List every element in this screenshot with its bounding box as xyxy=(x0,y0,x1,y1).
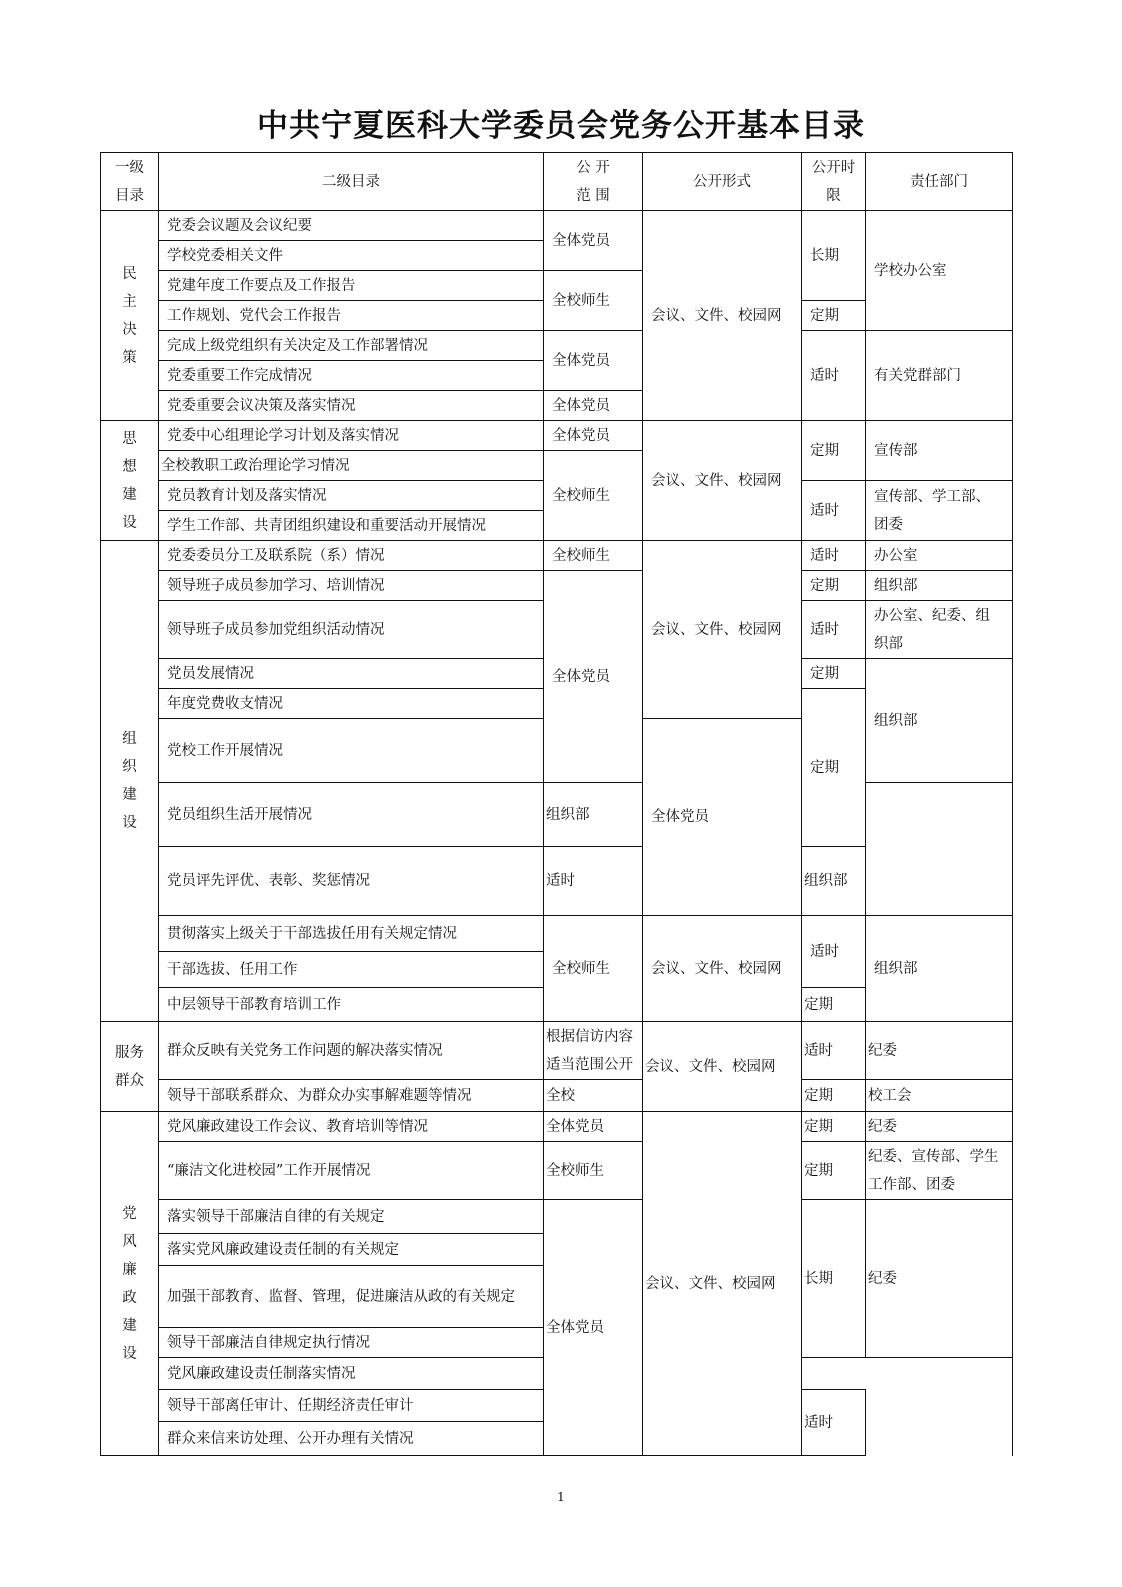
scope-cell: 全体党员 xyxy=(643,719,802,916)
header-dept: 责任部门 xyxy=(866,153,1013,211)
row-item: 群众来信来访处理、公开办理有关情况 xyxy=(159,1422,544,1456)
row-item: 中层领导干部教育培训工作 xyxy=(159,988,544,1022)
row-item: 落实领导干部廉洁自律的有关规定 xyxy=(159,1200,544,1234)
row-item: 加强干部教育、监督、管理，促进廉洁从政的有关规定 xyxy=(159,1266,544,1328)
time-cell: 适时 xyxy=(802,916,866,988)
row-item: 学生工作部、共青团组织建设和重要活动开展情况 xyxy=(159,511,544,541)
time-cell: 定期 xyxy=(802,1112,866,1142)
table-row xyxy=(101,1112,1013,1142)
time-cell: 长期 xyxy=(802,211,866,301)
scope-cell: 全体党员 xyxy=(544,421,643,451)
category-cell: 组 织 建 设 xyxy=(101,541,159,1022)
scope-cell: 全体党员 xyxy=(544,331,643,391)
time-cell: 适时 xyxy=(544,847,643,916)
row-item: 学校党委相关文件 xyxy=(159,241,544,271)
table-row xyxy=(101,421,1013,451)
form-cell: 会议、文件、校园网 xyxy=(643,211,802,421)
row-item: 党委中心组理论学习计划及落实情况 xyxy=(159,421,544,451)
time-cell: 定期 xyxy=(802,1142,866,1200)
table-row xyxy=(101,847,1013,916)
time-cell: 定期 xyxy=(802,1080,866,1112)
row-item: 全校教职工政治理论学习情况 xyxy=(159,451,544,481)
table-row xyxy=(101,1200,1013,1234)
dept-cell: 组织部 xyxy=(866,659,1013,783)
row-item: 干部选拔、任用工作 xyxy=(159,952,544,988)
scope-cell: 全体党员 xyxy=(544,1200,643,1456)
form-cell: 会议、文件、校园网 xyxy=(643,421,802,541)
row-item: 群众反映有关党务工作问题的解决落实情况 xyxy=(159,1022,544,1080)
row-item: 党委会议题及会议纪要 xyxy=(159,211,544,241)
dept-cell: 办公室、纪委、组织部 xyxy=(866,601,1013,659)
category-cell: 思 想 建 设 xyxy=(101,421,159,541)
header-level2: 二级目录 xyxy=(159,153,544,211)
dept-cell: 有关党群部门 xyxy=(866,331,1013,421)
row-item: 党委委员分工及联系院（系）情况 xyxy=(159,541,544,571)
time-cell: 定期 xyxy=(802,571,866,601)
time-cell: 长期 xyxy=(802,1200,866,1358)
dept-cell: 组织部 xyxy=(866,571,1013,601)
dept-cell: 学校办公室 xyxy=(866,211,1013,331)
scope-cell: 全校 xyxy=(544,1080,643,1112)
row-item: 领导干部离任审计、任期经济责任审计 xyxy=(159,1390,544,1422)
row-item: 党员评先评优、表彰、奖惩情况 xyxy=(159,847,544,916)
scope-cell: 全校师生 xyxy=(544,916,643,1022)
row-item: 党风廉政建设工作会议、教育培训等情况 xyxy=(159,1112,544,1142)
table-row xyxy=(101,571,1013,601)
dept-cell: 宣传部 xyxy=(866,421,1013,481)
table-row xyxy=(101,916,1013,952)
row-item: 党委重要会议决策及落实情况 xyxy=(159,391,544,421)
row-item: 党员教育计划及落实情况 xyxy=(159,481,544,511)
scope-cell: 全校师生 xyxy=(544,1142,643,1200)
row-item: 工作规划、党代会工作报告 xyxy=(159,301,544,331)
time-cell: 适时 xyxy=(802,541,866,571)
category-cell: 服务 群众 xyxy=(101,1022,159,1112)
dept-cell: 宣传部、学工部、团委 xyxy=(866,481,1013,541)
row-item: 领导班子成员参加学习、培训情况 xyxy=(159,571,544,601)
header-scope: 公 开 范 围 xyxy=(544,153,643,211)
time-cell: 适时 xyxy=(802,1390,866,1456)
catalog-table xyxy=(100,152,1013,1456)
row-item: 党委重要工作完成情况 xyxy=(159,361,544,391)
scope-cell: 全校师生 xyxy=(544,451,643,541)
dept-cell: 纪委 xyxy=(866,1022,1013,1080)
dept-cell: 办公室 xyxy=(866,541,1013,571)
dept-cell: 组织部 xyxy=(866,916,1013,1022)
table-row xyxy=(101,1142,1013,1200)
time-cell: 适时 xyxy=(802,1022,866,1080)
header-time: 公开时 限 xyxy=(802,153,866,211)
row-item: 领导班子成员参加党组织活动情况 xyxy=(159,601,544,659)
header-level1: 一级 目录 xyxy=(101,153,159,211)
dept-cell: 校工会 xyxy=(866,1080,1013,1112)
time-cell: 定期 xyxy=(802,659,866,689)
row-item: 党员组织生活开展情况 xyxy=(159,783,544,847)
time-cell: 定期 xyxy=(802,988,866,1022)
time-cell: 定期 xyxy=(802,421,866,481)
row-item: 贯彻落实上级关于干部选拔任用有关规定情况 xyxy=(159,916,544,952)
time-cell: 定期 xyxy=(802,689,866,847)
scope-cell: 全体党员 xyxy=(544,391,643,421)
page-title: 中共宁夏医科大学委员会党务公开基本目录 xyxy=(257,108,865,144)
page-number: 1 xyxy=(557,1490,565,1504)
table-header xyxy=(101,153,1013,211)
time-cell: 适时 xyxy=(802,601,866,659)
dept-cell: 组织部 xyxy=(544,783,643,847)
time-cell: 适时 xyxy=(802,331,866,421)
scope-cell: 全体党员 xyxy=(544,571,643,783)
time-cell: 定期 xyxy=(802,301,866,331)
table-row xyxy=(101,1080,1013,1112)
row-item: 完成上级党组织有关决定及工作部署情况 xyxy=(159,331,544,361)
row-item: 领导干部廉洁自律规定执行情况 xyxy=(159,1328,544,1358)
dept-cell: 组织部 xyxy=(802,847,866,916)
table-row xyxy=(101,331,1013,361)
form-cell: 会议、文件、校园网 xyxy=(643,1022,802,1112)
table-row xyxy=(101,541,1013,571)
scope-cell: 全体党员 xyxy=(544,211,643,271)
row-item: 年度党费收支情况 xyxy=(159,689,544,719)
row-item: 党风廉政建设责任制落实情况 xyxy=(159,1358,544,1390)
form-cell: 会议、文件、校园网 xyxy=(643,541,802,719)
dept-cell: 纪委 xyxy=(866,1200,1013,1358)
time-cell: 适时 xyxy=(802,481,866,541)
form-cell: 会议、文件、校园网 xyxy=(643,1112,802,1456)
row-item: 党校工作开展情况 xyxy=(159,719,544,783)
scope-cell: 全校师生 xyxy=(544,271,643,331)
table-row xyxy=(101,783,1013,847)
dept-cell: 纪委、宣传部、学生工作部、团委 xyxy=(866,1142,1013,1200)
row-item: 党建年度工作要点及工作报告 xyxy=(159,271,544,301)
row-item: 落实党风廉政建设责任制的有关规定 xyxy=(159,1234,544,1266)
table-row xyxy=(101,1022,1013,1080)
category-cell: 民 主 决 策 xyxy=(101,211,159,421)
form-cell: 会议、文件、校园网 xyxy=(643,916,802,1022)
dept-cell: 纪委 xyxy=(866,1112,1013,1142)
table-row xyxy=(101,211,1013,241)
header-form: 公开形式 xyxy=(643,153,802,211)
row-item: 党员发展情况 xyxy=(159,659,544,689)
scope-cell: 根据信访内容 适当范围公开 xyxy=(544,1022,643,1080)
category-cell: 党 风 廉 政 建 设 xyxy=(101,1112,159,1456)
scope-cell: 全校师生 xyxy=(544,541,643,571)
row-item: “廉洁文化进校园”工作开展情况 xyxy=(159,1142,544,1200)
row-item: 领导干部联系群众、为群众办实事解难题等情况 xyxy=(159,1080,544,1112)
scope-cell: 全体党员 xyxy=(544,1112,643,1142)
